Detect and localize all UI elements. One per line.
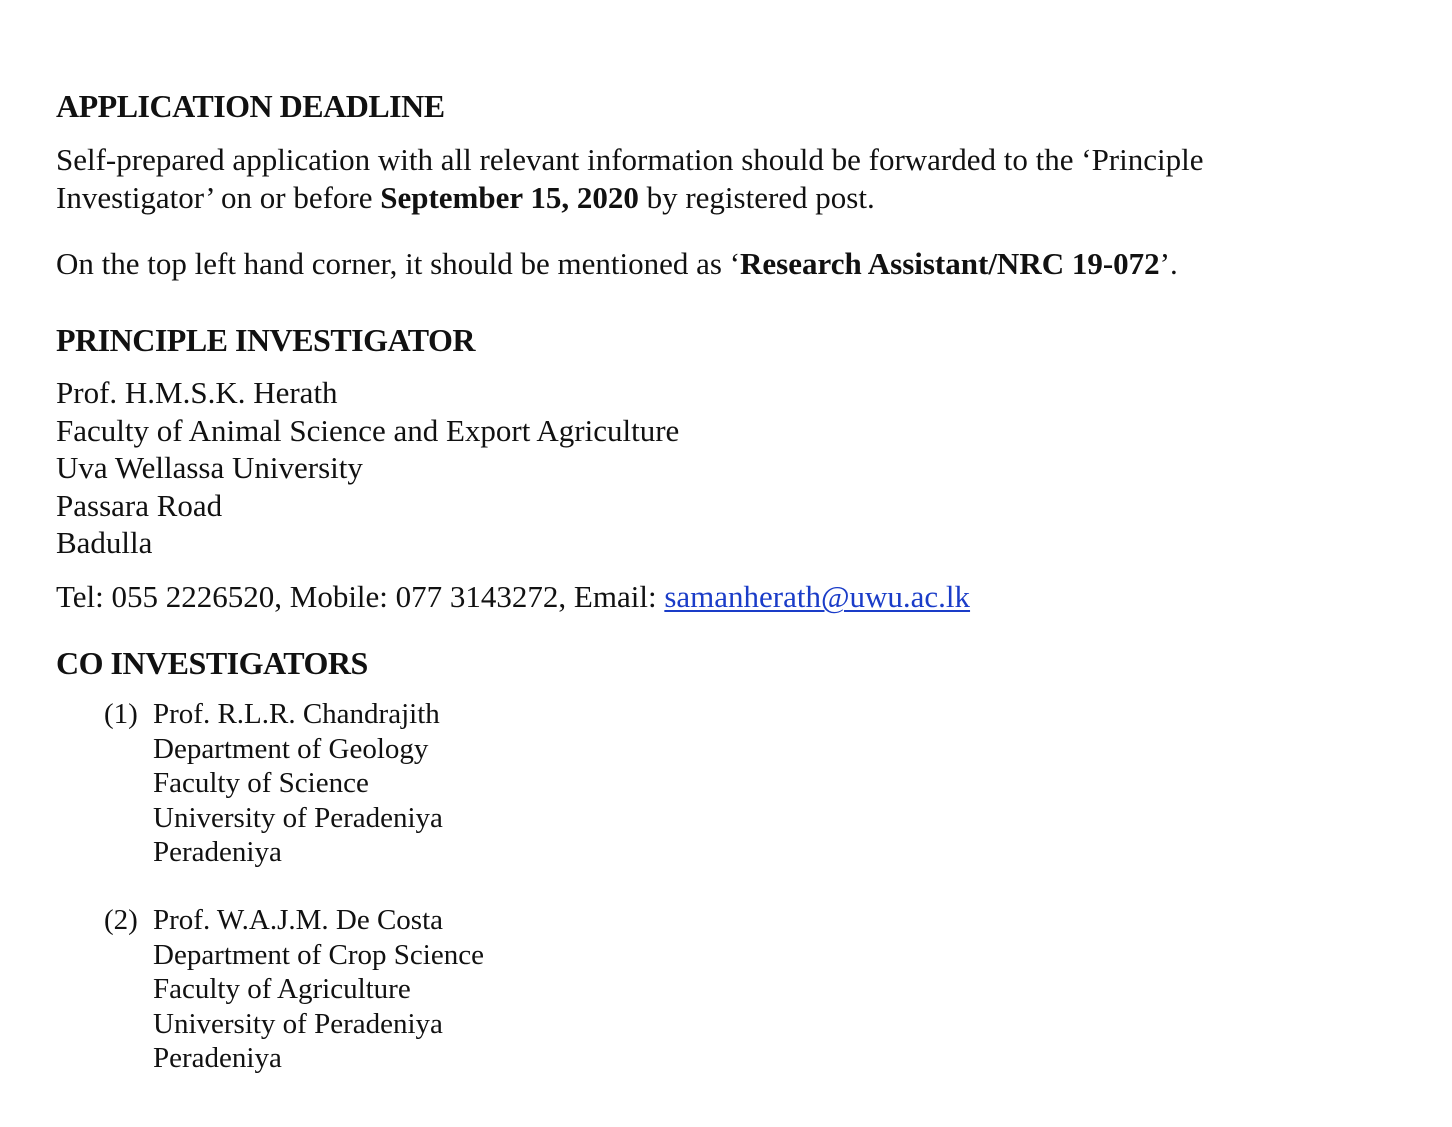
deadline-paragraph-line-2 [56,179,875,217]
pi-name: Prof. H.M.S.K. Herath [56,375,338,410]
co-investigator-number: (1) [104,698,138,730]
co-investigator-name: Prof. W.A.J.M. De Costa [153,904,444,936]
co-investigator-faculty: Faculty of Science [153,767,369,799]
deadline-text-end: by registered post. [638,180,875,215]
deadline-text-line-1: Self-prepared application with all relevant information should be forwarded to the ‘Principle [56,142,1204,177]
co-investigator-name: Prof. R.L.R. Chandrajith [153,698,440,730]
co-investigators-heading: CO INVESTIGATORS [56,645,368,681]
reference-text-start: On the top left hand corner, it should be mentioned as ‘ [56,246,741,281]
reference-paragraph [56,245,1178,283]
principle-investigator-address [56,374,679,562]
pi-email-link[interactable]: samanherath@uwu.ac.lk [664,579,971,614]
co-investigator-department: Department of Geology [153,732,429,765]
pi-university: Uva Wellassa University [56,450,363,485]
pi-road: Passara Road [56,487,223,523]
co-investigator-city: Peradeniya [153,1042,282,1074]
pi-contact-text: Tel: 055 2226520, Mobile: 077 3143272, Email: [56,579,665,614]
reference-text-end: ’. [1159,246,1178,281]
pi-city: Badulla [56,525,153,560]
principle-investigator-heading: PRINCIPLE INVESTIGATOR [56,322,476,358]
co-investigator-city: Peradeniya [153,836,282,868]
pi-faculty: Faculty of Animal Science and Export Agriculture [56,412,680,448]
application-deadline-heading: APPLICATION DEADLINE [56,88,445,124]
deadline-date: September 15, 2020 [380,180,639,215]
co-investigator-number: (2) [104,904,138,936]
co-investigator-address [153,697,443,870]
co-investigator-university: University of Peradeniya [153,1007,443,1040]
deadline-paragraph-line-1 [56,141,1203,179]
co-investigator-faculty: Faculty of Agriculture [153,973,411,1005]
co-investigator-address [153,903,484,1076]
deadline-text-start: Investigator’ on or before [56,180,381,215]
co-investigator-department: Department of Crop Science [153,938,484,971]
co-investigator-university: University of Peradeniya [153,801,443,834]
pi-contact-line [56,578,970,616]
reference-code: Research Assistant/NRC 19-072 [740,246,1160,281]
